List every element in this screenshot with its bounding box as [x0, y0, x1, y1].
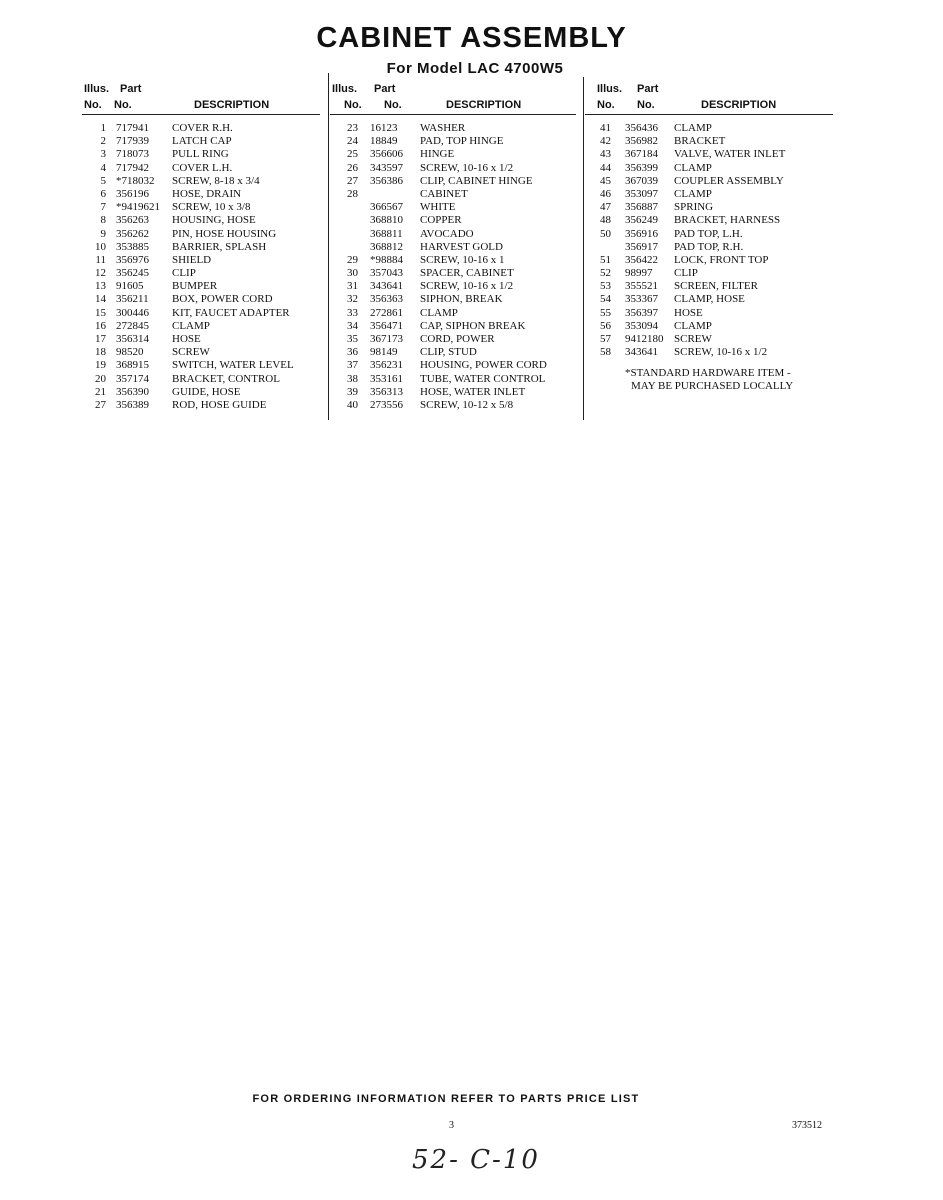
part-row	[585, 241, 833, 254]
part-description: HOSE	[172, 333, 201, 345]
part-description: SCREW, 10-16 x 1/2	[420, 280, 514, 293]
part-row	[585, 188, 833, 201]
part-description: PULL RING	[172, 148, 229, 161]
part-description: BRACKET	[674, 135, 726, 148]
part-number: 356389	[116, 398, 149, 411]
part-row	[330, 162, 576, 175]
part-description: LOCK, FRONT TOP	[674, 253, 769, 266]
illus-number: 12	[95, 267, 106, 280]
part-number: 18849	[370, 135, 398, 148]
illus-number: 15	[95, 306, 106, 319]
part-number: 343597	[370, 161, 403, 174]
part-number: 356363	[370, 293, 403, 306]
part-description: BOX, POWER CORD	[172, 293, 273, 306]
part-row	[82, 373, 320, 386]
illus-number: 5	[100, 174, 106, 187]
part-row	[330, 188, 576, 201]
part-description: HOSE	[674, 306, 703, 319]
part-number: 368812	[370, 240, 403, 253]
part-description: SCREEN, FILTER	[674, 280, 758, 293]
part-row	[585, 346, 833, 359]
part-number: *9419621	[116, 201, 160, 214]
part-no-header: No.	[637, 99, 655, 111]
illus-number: 52	[600, 267, 611, 280]
part-description: CLAMP	[674, 319, 712, 332]
illus-number: 28	[347, 187, 358, 200]
part-number: 272845	[116, 319, 149, 332]
part-row	[82, 228, 320, 241]
part-number: 368810	[370, 214, 403, 227]
parts-list	[330, 122, 576, 412]
part-number: 717939	[116, 135, 149, 148]
part-row	[585, 148, 833, 161]
part-number: 9412180	[625, 333, 664, 345]
part-row	[82, 280, 320, 293]
part-number: 343641	[625, 346, 658, 359]
part-number: 356606	[370, 148, 403, 161]
illus-number: 17	[95, 333, 106, 345]
part-description: HOSE, DRAIN	[172, 187, 242, 200]
illus-number: 6	[100, 187, 106, 200]
illus-header: Illus.	[597, 83, 623, 95]
model-subtitle: For Model LAC 4700W5	[386, 60, 564, 77]
parts-list	[82, 122, 320, 412]
document-number: 373512	[792, 1120, 822, 1131]
illus-number: 33	[347, 306, 358, 319]
part-number: 98149	[370, 346, 398, 359]
part-row	[585, 293, 833, 306]
part-row	[330, 373, 576, 386]
part-description: VALVE, WATER INLET	[674, 148, 786, 161]
note-line: *STANDARD HARDWARE ITEM -	[625, 367, 791, 380]
illus-number: 24	[347, 135, 358, 148]
part-number: 272861	[370, 306, 403, 319]
part-number: 356314	[116, 333, 149, 345]
part-number: 355521	[625, 280, 658, 293]
illus-number: 26	[347, 161, 358, 174]
illus-number: 41	[600, 122, 611, 134]
illus-number: 3	[100, 148, 106, 161]
part-number: 91605	[116, 280, 144, 293]
part-row	[330, 386, 576, 399]
part-number: 353161	[370, 372, 403, 385]
illus-number: 30	[347, 267, 358, 280]
part-description: BARRIER, SPLASH	[172, 240, 267, 253]
hardware-note	[585, 367, 833, 393]
column-divider	[328, 73, 329, 420]
illus-number: 56	[600, 319, 611, 332]
part-number: 356211	[116, 293, 149, 306]
part-row	[82, 386, 320, 399]
part-number: 353097	[625, 187, 658, 200]
description-header: DESCRIPTION	[446, 99, 522, 111]
part-row	[82, 214, 320, 227]
illus-number: 2	[100, 135, 106, 148]
part-row	[585, 254, 833, 267]
part-description: COUPLER ASSEMBLY	[674, 174, 784, 187]
part-description: ROD, HOSE GUIDE	[172, 398, 267, 411]
part-number: 357174	[116, 372, 149, 385]
part-description: SPACER, CABINET	[420, 267, 514, 280]
description-header: DESCRIPTION	[194, 99, 270, 111]
part-number: 353367	[625, 293, 658, 306]
part-description: SCREW, 8-18 x 3/4	[172, 174, 260, 187]
illus-number: 10	[95, 240, 106, 253]
part-row	[330, 201, 576, 214]
part-description: PAD TOP, L.H.	[674, 227, 743, 240]
part-row	[585, 122, 833, 135]
part-number: 367039	[625, 174, 658, 187]
illus-number: 40	[347, 398, 358, 411]
part-row	[330, 280, 576, 293]
part-description: CLAMP	[674, 161, 712, 174]
part-row	[330, 359, 576, 372]
part-number: 98520	[116, 346, 144, 359]
illus-number: 16	[95, 319, 106, 332]
illus-number: 19	[95, 359, 106, 372]
illus-number: 35	[347, 333, 358, 345]
part-number: 356399	[625, 161, 658, 174]
part-description: CABINET	[420, 187, 468, 200]
part-description: HOSE, WATER INLET	[420, 385, 526, 398]
part-row	[585, 333, 833, 346]
part-description: HOUSING, HOSE	[172, 214, 256, 227]
part-row	[330, 320, 576, 333]
part-row	[585, 175, 833, 188]
part-description: SCREW, 10-12 x 5/8	[420, 398, 514, 411]
part-description: GUIDE, HOSE	[172, 385, 241, 398]
illus-no-header: No.	[344, 99, 362, 111]
part-description: PIN, HOSE HOUSING	[172, 227, 277, 240]
part-description: SCREW, 10-16 x 1	[420, 253, 505, 266]
part-description: COVER R.H.	[172, 122, 233, 134]
part-row	[585, 307, 833, 320]
illus-number: 27	[95, 398, 106, 411]
part-description: SCREW, 10-16 x 1/2	[674, 346, 768, 359]
part-row	[82, 122, 320, 135]
illus-number: 39	[347, 385, 358, 398]
part-row	[82, 201, 320, 214]
illus-number: 57	[600, 333, 611, 345]
illus-number: 8	[100, 214, 106, 227]
part-number: 367173	[370, 333, 403, 345]
part-row	[82, 333, 320, 346]
part-description: PAD TOP, R.H.	[674, 240, 744, 253]
column-divider	[583, 77, 584, 420]
part-number: 356249	[625, 214, 658, 227]
illus-number: 23	[347, 122, 358, 134]
part-description: HARVEST GOLD	[420, 240, 503, 253]
illus-number: 18	[95, 346, 106, 359]
part-number: 368811	[370, 227, 403, 240]
part-number: 356916	[625, 227, 658, 240]
illus-number: 50	[600, 227, 611, 240]
part-number: 353885	[116, 240, 149, 253]
part-description: PAD, TOP HINGE	[420, 135, 504, 148]
illus-number: 31	[347, 280, 358, 293]
part-number: 356263	[116, 214, 149, 227]
illus-number: 11	[95, 253, 106, 266]
column-header	[585, 82, 833, 115]
part-row	[330, 267, 576, 280]
part-number: 356982	[625, 135, 658, 148]
part-row	[330, 175, 576, 188]
parts-column-3	[585, 82, 833, 393]
part-header: Part	[374, 83, 396, 95]
part-description: SWITCH, WATER LEVEL	[172, 359, 294, 372]
illus-number: 21	[95, 385, 106, 398]
illus-number: 1	[100, 122, 106, 134]
illus-number: 7	[100, 201, 106, 214]
part-number: 273556	[370, 398, 403, 411]
part-description: SCREW, 10-16 x 1/2	[420, 161, 514, 174]
illus-number: 14	[95, 293, 106, 306]
illus-number: 20	[95, 372, 106, 385]
illus-number: 47	[600, 201, 611, 214]
illus-number: 34	[347, 319, 358, 332]
handwritten-annotation: 52- C-10	[412, 1145, 540, 1175]
part-row	[585, 135, 833, 148]
part-row	[82, 399, 320, 412]
part-row	[82, 359, 320, 372]
part-row	[82, 320, 320, 333]
part-row	[82, 135, 320, 148]
part-number: 356245	[116, 267, 149, 280]
illus-number: 46	[600, 187, 611, 200]
part-row	[585, 267, 833, 280]
part-description: WASHER	[420, 122, 466, 134]
part-description: CLIP, STUD	[420, 346, 477, 359]
part-description: SCREW, 10 x 3/8	[172, 201, 251, 214]
part-description: CAP, SIPHON BREAK	[420, 319, 526, 332]
part-description: SHIELD	[172, 253, 212, 266]
part-number: 356262	[116, 227, 149, 240]
illus-number: 53	[600, 280, 611, 293]
part-row	[82, 346, 320, 359]
illus-number: 58	[600, 346, 611, 359]
illus-number: 45	[600, 174, 611, 187]
part-description: CLAMP	[674, 122, 712, 134]
part-description: COPPER	[420, 214, 462, 227]
note-line: MAY BE PURCHASED LOCALLY	[631, 380, 794, 393]
illus-header: Illus.	[332, 83, 358, 95]
part-row	[585, 162, 833, 175]
illus-number: 38	[347, 372, 358, 385]
part-description: TUBE, WATER CONTROL	[420, 372, 546, 385]
part-number: 368915	[116, 359, 149, 372]
part-number: 356397	[625, 306, 658, 319]
part-description: SCREW	[674, 333, 712, 345]
part-row	[585, 228, 833, 241]
part-description: CLAMP	[674, 187, 712, 200]
part-row	[330, 135, 576, 148]
illus-number: 54	[600, 293, 611, 306]
illus-number: 48	[600, 214, 611, 227]
part-description: CLIP, CABINET HINGE	[420, 174, 533, 187]
illus-number: 27	[347, 174, 358, 187]
part-row	[330, 241, 576, 254]
part-number: 356386	[370, 174, 403, 187]
part-number: 300446	[116, 306, 149, 319]
description-header: DESCRIPTION	[701, 99, 777, 111]
column-header	[82, 82, 320, 115]
part-description: BUMPER	[172, 280, 218, 293]
part-row	[585, 214, 833, 227]
illus-number: 13	[95, 280, 106, 293]
part-description: CLAMP, HOSE	[674, 293, 745, 306]
part-no-header: No.	[114, 99, 132, 111]
part-description: BRACKET, HARNESS	[674, 214, 781, 227]
part-description: SPRING	[674, 201, 714, 214]
illus-number: 55	[600, 306, 611, 319]
part-row	[330, 307, 576, 320]
part-description: SIPHON, BREAK	[420, 293, 503, 306]
part-description: WHITE	[420, 201, 456, 214]
illus-number: 9	[100, 227, 106, 240]
part-description: LATCH CAP	[172, 135, 232, 148]
illus-number: 44	[600, 161, 611, 174]
part-row	[82, 307, 320, 320]
part-number: *98884	[370, 253, 403, 266]
part-row	[330, 148, 576, 161]
parts-column-1	[82, 82, 320, 412]
part-number: 353094	[625, 319, 658, 332]
part-row	[585, 320, 833, 333]
part-number: 367184	[625, 148, 658, 161]
part-number: 357043	[370, 267, 403, 280]
illus-number: 4	[100, 161, 106, 174]
part-number: 356231	[370, 359, 403, 372]
part-description: COVER L.H.	[172, 161, 233, 174]
part-description: CORD, POWER	[420, 333, 495, 345]
part-description: AVOCADO	[420, 227, 474, 240]
part-row	[330, 333, 576, 346]
part-description: CLAMP	[172, 319, 210, 332]
page-number: 3	[449, 1120, 454, 1131]
part-number: 356887	[625, 201, 658, 214]
part-row	[585, 280, 833, 293]
part-row	[82, 254, 320, 267]
parts-list	[585, 122, 833, 359]
part-number: 717941	[116, 122, 149, 134]
part-no-header: No.	[384, 99, 402, 111]
part-description: CLIP	[172, 267, 196, 280]
illus-number: 42	[600, 135, 611, 148]
part-description: KIT, FAUCET ADAPTER	[172, 306, 290, 319]
illus-number: 51	[600, 253, 611, 266]
part-number: 366567	[370, 201, 403, 214]
part-row	[330, 254, 576, 267]
part-number: 343641	[370, 280, 403, 293]
part-number: 356917	[625, 240, 658, 253]
illus-no-header: No.	[84, 99, 102, 111]
part-row	[585, 201, 833, 214]
part-row	[82, 241, 320, 254]
column-header	[330, 82, 576, 115]
part-description: CLAMP	[420, 306, 458, 319]
part-number: 718073	[116, 148, 149, 161]
part-row	[82, 162, 320, 175]
part-row	[330, 399, 576, 412]
part-row	[330, 228, 576, 241]
illus-number: 36	[347, 346, 358, 359]
part-number: 356976	[116, 253, 149, 266]
illus-number: 25	[347, 148, 358, 161]
part-row	[330, 293, 576, 306]
part-description: HOUSING, POWER CORD	[420, 359, 547, 372]
part-description: SCREW	[172, 346, 210, 359]
part-number: 356471	[370, 319, 403, 332]
part-header: Part	[637, 83, 659, 95]
illus-number: 43	[600, 148, 611, 161]
part-number: 356422	[625, 253, 658, 266]
part-number: 356313	[370, 385, 403, 398]
illus-number: 29	[347, 253, 358, 266]
part-description: HINGE	[420, 148, 455, 161]
part-row	[330, 122, 576, 135]
part-number: 717942	[116, 161, 149, 174]
part-row	[330, 214, 576, 227]
part-number: 356436	[625, 122, 658, 134]
illus-no-header: No.	[597, 99, 615, 111]
illus-header: Illus.	[84, 83, 110, 95]
part-description: BRACKET, CONTROL	[172, 372, 280, 385]
part-number: *718032	[116, 174, 155, 187]
parts-column-2	[330, 82, 576, 412]
part-row	[82, 188, 320, 201]
ordering-info-footer: FOR ORDERING INFORMATION REFER TO PARTS PRICE LIST	[252, 1093, 640, 1105]
page-title: CABINET ASSEMBLY	[316, 22, 627, 54]
part-row	[82, 148, 320, 161]
illus-number: 32	[347, 293, 358, 306]
part-header: Part	[120, 83, 142, 95]
part-number: 16123	[370, 122, 398, 134]
illus-number: 37	[347, 359, 358, 372]
part-row	[82, 293, 320, 306]
part-description: CLIP	[674, 267, 698, 280]
part-row	[330, 346, 576, 359]
part-number: 356196	[116, 187, 149, 200]
part-number: 98997	[625, 267, 653, 280]
part-number: 356390	[116, 385, 149, 398]
part-row	[82, 175, 320, 188]
part-row	[82, 267, 320, 280]
